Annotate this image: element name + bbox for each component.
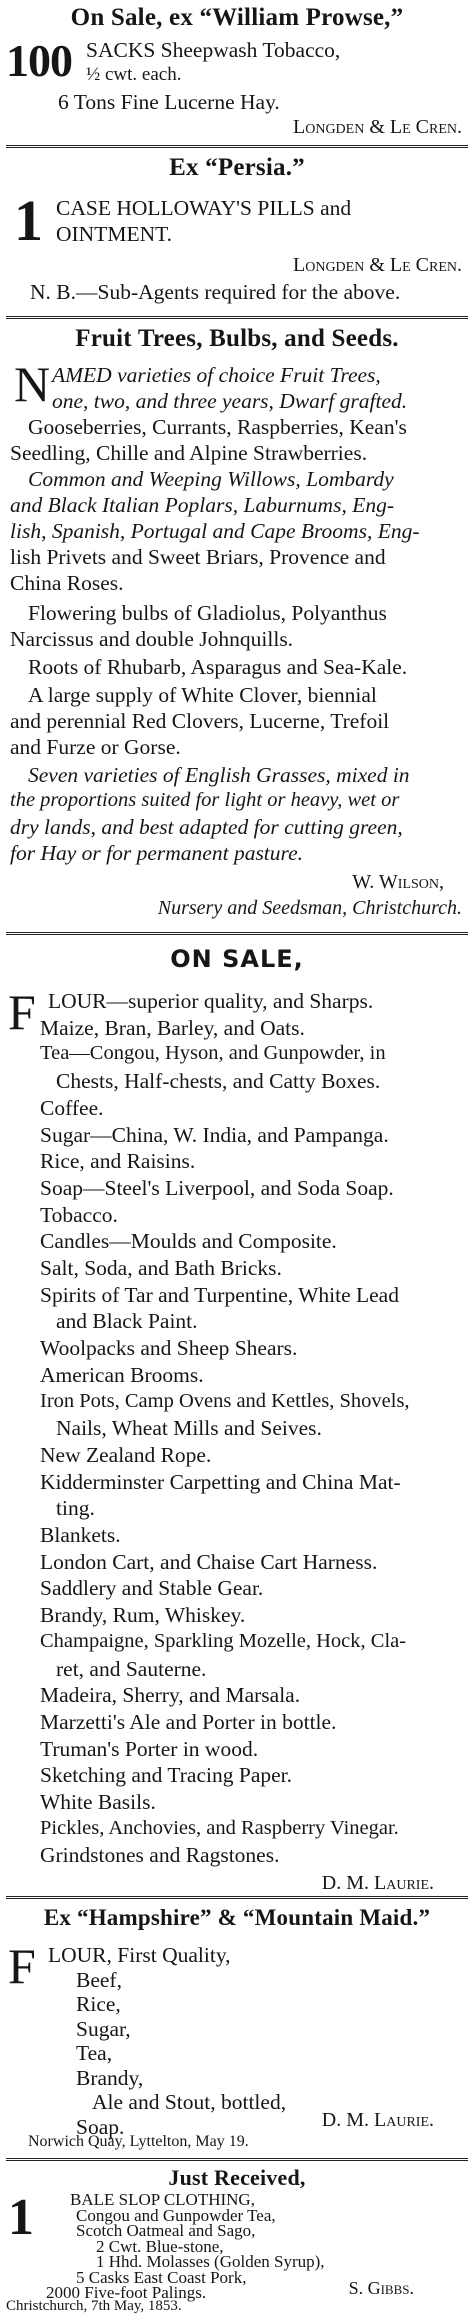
ad-line: ½ cwt. each. <box>86 64 182 85</box>
ad-line: OINTMENT. <box>56 222 173 246</box>
signature: S. Gibbs. <box>348 2278 414 2298</box>
ad-fruit-trees <box>0 321 474 871</box>
divider <box>6 2158 468 2161</box>
list-item: Sugar, <box>76 2016 131 2041</box>
big-number: 100 <box>6 35 72 86</box>
ad-line: lish, Spanish, Portugal and Cape Brooms, Eng- <box>10 519 420 543</box>
list-item: Scotch Oatmeal and Sago, <box>76 2221 256 2240</box>
ad-line: AMED varieties of choice Fruit Trees, <box>52 363 381 387</box>
list-item: Spirits of Tar and Turpentine, White Lead <box>40 1282 399 1307</box>
ad-heading: Just Received, <box>168 2165 306 2190</box>
big-number: 1 <box>14 188 43 253</box>
ad-fruit-trees-signature <box>0 871 474 931</box>
big-number: 1 <box>8 2189 34 2246</box>
list-item: 2 Cwt. Blue-stone, <box>96 2236 224 2256</box>
ad-on-sale <box>0 937 474 1892</box>
signature: D. M. Laurie. <box>321 1872 434 1894</box>
list-item: Ale and Stout, bottled, <box>92 2090 287 2114</box>
list-item: Tobacco. <box>40 1202 118 1227</box>
signature: Longden & Le Cren. <box>293 254 462 276</box>
list-item: New Zealand Rope. <box>40 1442 212 1467</box>
dateline: Norwich Quay, Lyttelton, May 19. <box>28 2133 249 2150</box>
list-item: 1 Hhd. Molasses (Golden Syrup), <box>96 2252 325 2271</box>
ad-line: Seedling, Chille and Alpine Strawberries. <box>10 441 368 465</box>
ad-line: and Black Italian Poplars, Laburnums, Eng- <box>10 493 394 517</box>
divider <box>6 1896 468 1899</box>
signature: W. Wilson, <box>352 871 444 893</box>
ad-william-prowse <box>0 0 474 140</box>
dropcap: N <box>14 356 51 412</box>
list-item: Maize, Bran, Barley, and Oats. <box>40 1015 305 1040</box>
list-item: Champaigne, Sparkling Mozelle, Hock, Cla- <box>40 1629 407 1652</box>
ad-line: lish Privets and Sweet Briars, Provence and <box>10 545 386 569</box>
list-item: Sketching and Tracing Paper. <box>40 1763 293 1788</box>
list-item: Chests, Half-chests, and Catty Boxes. <box>56 1069 381 1094</box>
list-item: BALE SLOP CLOTHING, <box>70 2190 255 2209</box>
ad-note: N. B.—Sub-Agents required for the above. <box>30 280 401 304</box>
list-item: Blankets. <box>40 1523 121 1547</box>
list-item: Rice, and Raisins. <box>40 1149 196 1174</box>
ad-heading: Ex “Hampshire” & “Mountain Maid.” <box>43 1905 431 1930</box>
divider <box>6 316 468 319</box>
list-item: Brandy, <box>76 2065 144 2090</box>
list-item: Beef, <box>76 1967 122 1992</box>
signature-location: Nursery and Seedsman, Christchurch. <box>157 897 462 919</box>
list-item: Marzetti's Ale and Porter in bottle. <box>40 1709 337 1734</box>
ad-line: dry lands, and best adapted for cutting green, <box>10 815 403 839</box>
list-item: Kidderminster Carpetting and China Mat- <box>40 1469 401 1494</box>
ad-line: 6 Tons Fine Lucerne Hay. <box>58 90 280 114</box>
list-item: ret, and Sauterne. <box>56 1656 207 1681</box>
ad-line: and Furze or Gorse. <box>10 735 181 759</box>
ad-line: one, two, and three years, Dwarf grafted. <box>52 389 408 413</box>
ad-heading: Ex “Persia.” <box>169 154 305 181</box>
ad-heading: Fruit Trees, Bulbs, and Seeds. <box>75 325 399 352</box>
list-item: Woolpacks and Sheep Shears. <box>40 1336 298 1361</box>
list-item: 2000 Five-foot Palings. <box>46 2283 207 2302</box>
dropcap: F <box>8 984 36 1040</box>
ad-line: Common and Weeping Willows, Lombardy <box>28 467 394 491</box>
signature: D. M. Laurie. <box>321 2109 434 2131</box>
list-item: Saddlery and Stable Gear. <box>40 1576 264 1601</box>
divider <box>6 145 468 148</box>
divider <box>6 932 468 935</box>
list-item: Coffee. <box>40 1095 104 1120</box>
list-item: Grindstones and Ragstones. <box>40 1843 280 1868</box>
ad-line: and perennial Red Clovers, Lucerne, Trefoil <box>10 709 390 733</box>
ad-line: China Roses. <box>10 571 124 595</box>
ad-hampshire <box>0 1901 474 2150</box>
ad-line: Roots of Rhubarb, Asparagus and Sea-Kale. <box>28 655 408 679</box>
list-item: American Brooms. <box>40 1362 204 1387</box>
list-item: Truman's Porter in wood. <box>40 1736 259 1761</box>
ad-line: Gooseberries, Currants, Raspberries, Kean's <box>28 415 407 439</box>
ad-line: SACKS Sheepwash Tobacco, <box>86 38 341 62</box>
ad-line: Seven varieties of English Grasses, mixed in <box>28 763 410 787</box>
dropcap: F <box>8 1938 36 1994</box>
list-item: Iron Pots, Camp Ovens and Kettles, Shovels, <box>40 1389 410 1412</box>
list-item: Soap—Steel's Liverpool, and Soda Soap. <box>40 1175 394 1200</box>
list-item: Congou and Gunpowder Tea, <box>76 2205 276 2225</box>
list-item: LOUR—superior quality, and Sharps. <box>48 989 374 1013</box>
ad-line: for Hay or for permanent pasture. <box>10 841 304 865</box>
list-item: London Cart, and Chaise Cart Harness. <box>40 1549 378 1574</box>
ad-line: Narcissus and double Johnquills. <box>10 627 294 651</box>
ad-line: Flowering bulbs of Gladiolus, Polyanthus <box>28 601 387 625</box>
ad-heading: On Sale, ex “William Prowse,” <box>70 4 404 31</box>
list-item: Nails, Wheat Mills and Seives. <box>56 1416 322 1441</box>
list-item: Candles—Moulds and Composite. <box>40 1229 337 1254</box>
ad-line: A large supply of White Clover, biennial <box>28 683 377 707</box>
list-item: White Basils. <box>40 1790 156 1814</box>
dateline: Christchurch, 7th May, 1853. <box>6 2298 182 2314</box>
list-item: Madeira, Sherry, and Marsala. <box>40 1683 301 1708</box>
ad-line: the proportions suited for light or heavy, wet or <box>10 789 400 811</box>
ad-line: CASE HOLLOWAY'S PILLS and <box>56 196 352 220</box>
list-item: Soap. <box>76 2114 125 2139</box>
list-item: Rice, <box>76 1992 121 2016</box>
list-item: Salt, Soda, and Bath Bricks. <box>40 1256 282 1280</box>
ad-heading: ON SALE, <box>170 945 304 973</box>
list-item: LOUR, First Quality, <box>48 1943 231 1967</box>
list-item: and Black Paint. <box>56 1309 198 1334</box>
list-item: Pickles, Anchovies, and Raspberry Vinegar. <box>40 1816 399 1839</box>
ad-persia <box>0 150 474 315</box>
list-item: Sugar—China, W. India, and Pampanga. <box>40 1122 389 1147</box>
list-item: Tea, <box>76 2041 113 2065</box>
list-item: ting. <box>56 1496 95 1521</box>
list-item: Brandy, Rum, Whiskey. <box>40 1603 246 1628</box>
list-item: 5 Casks East Coast Pork, <box>76 2267 247 2287</box>
signature: Longden & Le Cren. <box>293 116 462 138</box>
list-item: Tea—Congou, Hyson, and Gunpowder, in <box>40 1042 386 1065</box>
